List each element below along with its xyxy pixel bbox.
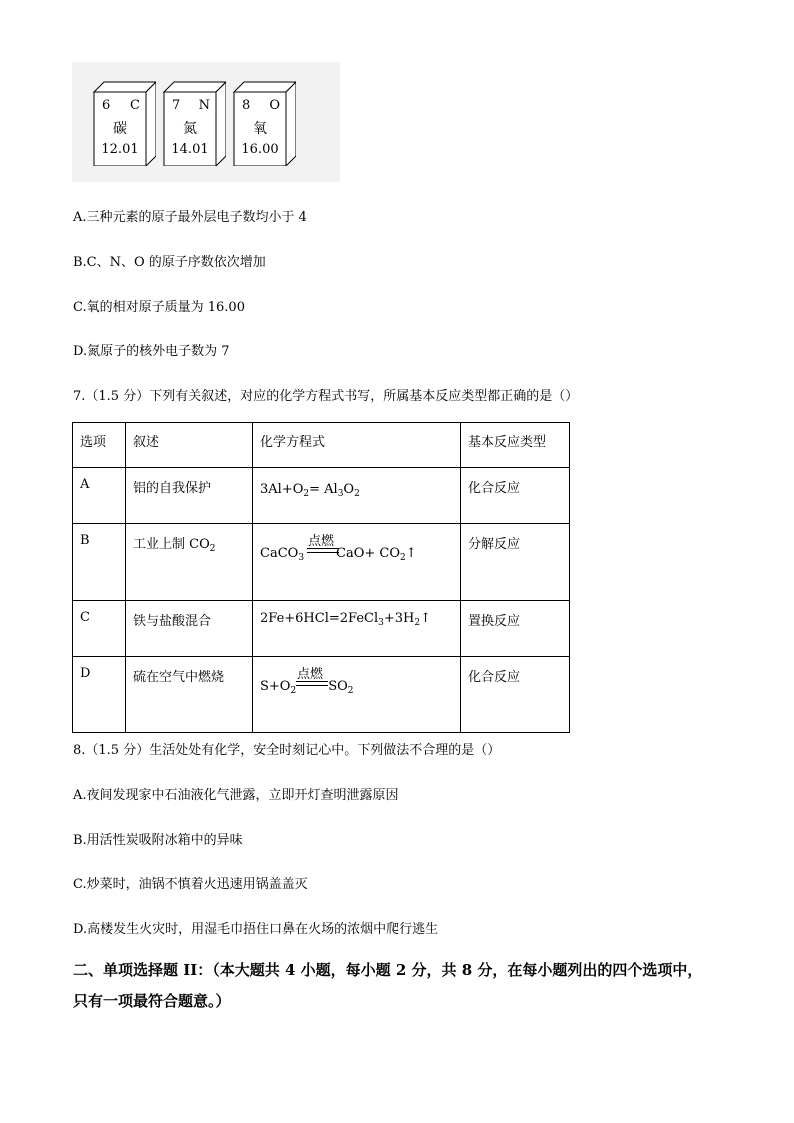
q6-option-b: B.C、N、O 的原子序数依次增加 [73, 255, 266, 270]
row-desc: 工业上制 $CO_2$ [133, 537, 216, 554]
row-type: 分解反应 [468, 537, 521, 552]
q8-option-a: A.夜间发现家中石油液化气泄露，立即开灯查明泄露原因 [73, 788, 399, 803]
q8-option-c: C.炒菜时，油锅不慎着火迅速用锅盖盖灭 [73, 877, 308, 892]
table-row [73, 657, 570, 733]
element-symbol: O [269, 98, 280, 113]
section-heading-line1: 二、单项选择题 II：（本大题共 4 小题，每小题 2 分，共 8 分，在每小题列出的四个选项中， [73, 961, 703, 979]
table-row [73, 468, 570, 524]
gas-arrow-icon: ↑ [420, 611, 432, 626]
equation-a: $3Al+O_2= Al_3O_2$ [260, 482, 360, 499]
element-symbol: C [130, 98, 140, 113]
equation-c: $2Fe+6HCl=2FeCl_3+3H_2↑$ [260, 611, 432, 628]
atomic-mass: 12.01 [101, 142, 139, 157]
header-type: 基本反应类型 [468, 435, 547, 450]
row-desc: 铝的自我保护 [133, 481, 212, 496]
section-heading-line2: 只有一项最符合题意。） [73, 992, 231, 1010]
element-cube-carbon [92, 80, 156, 166]
row-desc: 硫在空气中燃烧 [133, 670, 225, 685]
q7-stem: 7.（1.5 分）下列有关叙述，对应的化学方程式书写，所属基本反应类型都正确的是（） [73, 389, 579, 404]
row-option: C [80, 610, 90, 625]
table-header-row [73, 423, 570, 468]
element-name: 氮 [183, 121, 197, 137]
reaction-condition: 点燃 [308, 534, 335, 549]
row-type: 化合反应 [468, 481, 521, 496]
q8-stem: 8.（1.5 分）生活处处有化学，安全时刻记心中。下列做法不合理的是（） [73, 743, 501, 758]
equation-d: $S+O_2$ $SO_2$ [260, 679, 354, 696]
equation-b: CaCO$_3$ $CaO+ CO_2↑$ [260, 546, 417, 563]
atomic-mass: 16.00 [241, 142, 279, 157]
header-desc: 叙述 [133, 435, 160, 450]
table-row [73, 601, 570, 657]
atomic-number: 7 [172, 98, 181, 113]
element-name: 氧 [253, 121, 267, 137]
row-type: 置换反应 [468, 614, 521, 629]
row-option: D [80, 666, 91, 681]
element-name: 碳 [113, 121, 127, 137]
q6-option-c: C.氧的相对原子质量为 16.00 [73, 300, 245, 315]
row-type: 化合反应 [468, 670, 521, 685]
reaction-condition: 点燃 [297, 667, 324, 682]
q6-option-d: D.氮原子的核外电子数为 7 [73, 344, 230, 359]
q6-option-a: A.三种元素的原子最外层电子数均小于 4 [73, 210, 307, 225]
row-option: A [80, 477, 90, 492]
q7-table [72, 422, 570, 733]
row-desc: 铁与盐酸混合 [133, 614, 212, 629]
element-symbol: N [198, 98, 210, 113]
atomic-mass: 14.01 [171, 142, 209, 157]
element-figure [72, 62, 340, 182]
header-option: 选项 [80, 435, 107, 450]
row-option: B [80, 533, 90, 548]
gas-arrow-icon: ↑ [405, 546, 417, 561]
element-cube-oxygen [232, 80, 296, 166]
atomic-number: 8 [242, 98, 251, 113]
table-row [73, 524, 570, 601]
header-equation: 化学方程式 [260, 435, 326, 450]
atomic-number: 6 [102, 98, 111, 113]
q8-option-d: D.高楼发生火灾时，用湿毛巾捂住口鼻在火场的浓烟中爬行逃生 [73, 922, 439, 937]
q8-option-b: B.用活性炭吸附冰箱中的异味 [73, 833, 243, 848]
element-cube-nitrogen [162, 80, 226, 166]
